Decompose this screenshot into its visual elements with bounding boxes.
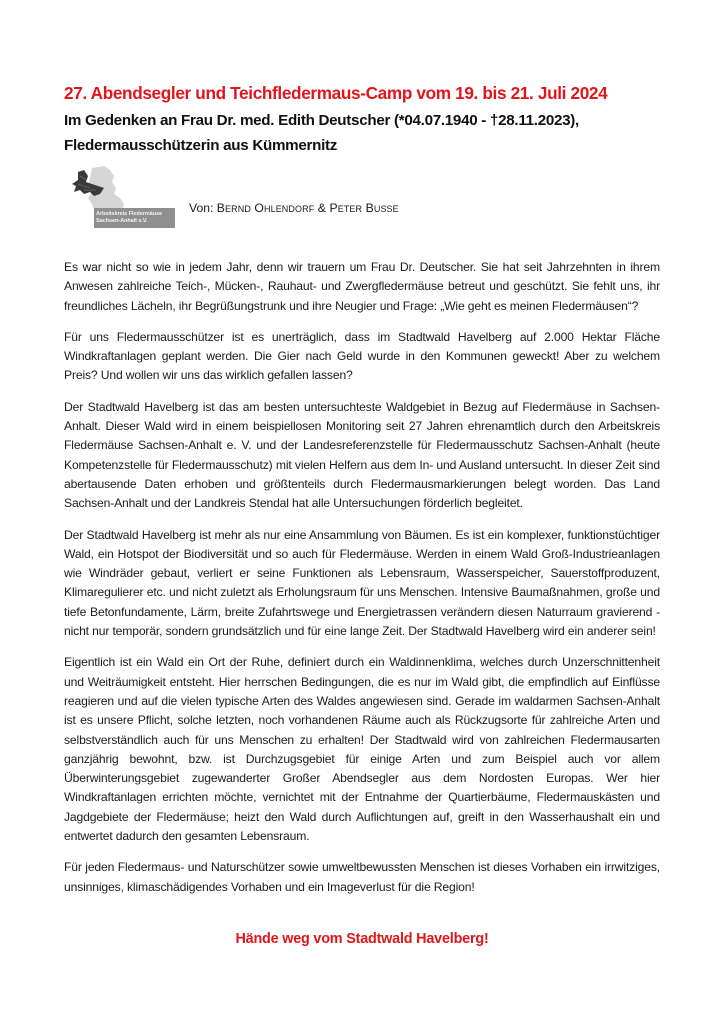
byline-prefix: Von: xyxy=(189,201,217,215)
closing-slogan: Hände weg vom Stadtwald Havelberg! xyxy=(235,931,489,947)
logo-caption xyxy=(94,208,175,228)
article-title: 27. Abendsegler und Teichfledermaus-Camp vom 19. bis 21. Juli 2024 xyxy=(64,82,608,103)
paragraph-6: Für jeden Fledermaus- und Naturschützer sowie umweltbewussten Menschen ist dieses Vorhaben ein irrwitziges, unsinniges, klimaschädigendes Vorhaben und ein Imageverlust für die Region! xyxy=(64,860,660,894)
paragraph-3: Der Stadtwald Havelberg ist das am besten untersuchteste Waldgebiet in Bezug auf Fledermäuse in Sachsen-Anhalt. Dieser Wald wird in einem beispiellosen Monitoring seit 27 Jahren ehrenamtlich durch den Arbeitskreis Fledermäuse Sachsen-Anhalt e. V. und der Landesreferenzstelle für Fledermausschutz Sachsen-Anhalt (heute Kompetenzstelle für Fledermausschutz) mit vielen Helfern aus dem In- und Ausland untersucht. In dieser Zeit sind abertausende Daten erhoben und größtenteils durch Fledermausmarkierungen belegt worden. Das Land Sachsen-Anhalt und der Landkreis Stendal hat alle Untersuchungen förderlich begleitet. xyxy=(64,399,660,511)
subtitle-line-2: Fledermausschützerin aus Kümmernitz xyxy=(64,137,338,154)
paragraph-5: Eigentlich ist ein Wald ein Ort der Ruhe, definiert durch ein Waldinnenklima, welches durch Unzerschnittenheit und Weiträumigkeit entsteht. Hier herrschen Bedingungen, die es nur im Wald gibt, die empfindlich auf Einflüsse reagieren und auf die vielen typische Arten des Waldes angewiesen sind. Gerade im waldarmen Sachsen-Anhalt ist es unsere Pflicht, solche letzten, noch vorhandenen Räume auch als Rückzugsorte für zahlreiche Arten und selbstverständlich auch für uns Menschen zu erhalten! Der Stadtwald wird von zahlreichen Fledermausarten ganzjährig bewohnt, bzw. ist Durchzugsgebiet für einige Arten und zum Beispiel auch vor allem Überwinterungsgebiet zugewanderter Großer Abendsegler aus dem Nordosten Europas. Wer hier Windkraftanlagen errichten möchte, vernichtet mit der Entnahme der Quartierbäume, Fledermauskästen und Jagdgebiete der Fledermäuse; heizt den Wald durch Auflichtungen auf, greift in den Wasserhaushalt ein und entwertet dadurch den gesamten Lebensraum. xyxy=(64,655,660,844)
logo-caption-line-2: Sachsen-Anhalt e.V. xyxy=(96,217,148,224)
subtitle-line-1: Im Gedenken an Frau Dr. med. Edith Deutscher (*04.07.1940 - †28.11.2023), xyxy=(64,112,579,129)
paragraph-1: Es war nicht so wie in jedem Jahr, denn wir trauern um Frau Dr. Deutscher. Sie hat seit Jahrzehnten in ihrem Anwesen zahlreiche Teich-, Mücken-, Rauhaut- und Zwergfledermäuse betreut und geschützt. Sie fehlt uns, ihr freundliches Lächeln, ihr Begrüßungstrunk und ihre Neugier und Frage: „Wie geht es meinen Fledermäusen“? xyxy=(64,260,660,313)
paragraph-4: Der Stadtwald Havelberg ist mehr als nur eine Ansammlung von Bäumen. Es ist ein komplexer, funktionstüchtiger Wald, ein Hotspot der Biodiversität und so auch für Fledermäuse. Werden in einem Wald Groß-Industrieanlagen wie Windräder gebaut, verliert er seine Funktionen als Lebensraum, Wasserspeicher, Sauerstoffproduzent, Klimaregulierer etc. und nicht zuletzt als Erholungsraum für uns Menschen. Intensive Baumaßnahmen, große und tiefe Betonfundamente, Lärm, breite Zufahrtswege und Energietrassen verändern diesen Naturraum gravierend - nicht nur temporär, sondern grundsätzlich und für eine lange Zeit. Der Stadtwald Havelberg wird ein anderer sein! xyxy=(64,527,660,639)
organization-logo xyxy=(70,166,176,228)
paragraph-2: Für uns Fledermausschützer ist es unerträglich, dass im Stadtwald Havelberg auf 2.000 Hektar Fläche Windkraftanlagen geplant werden. Die Gier nach Geld wurde in den Kommunen geweckt! Aber zu welchem Preis? Und wollen wir uns das wirklich gefallen lassen? xyxy=(64,329,660,383)
article-body xyxy=(64,258,660,909)
memorial-subtitle xyxy=(64,108,684,158)
byline xyxy=(189,201,399,215)
logo-caption-line-1: Arbeitskreis Fledermäuse xyxy=(96,211,163,217)
byline-authors: Bernd Ohlendorf & Peter Busse xyxy=(216,201,399,215)
